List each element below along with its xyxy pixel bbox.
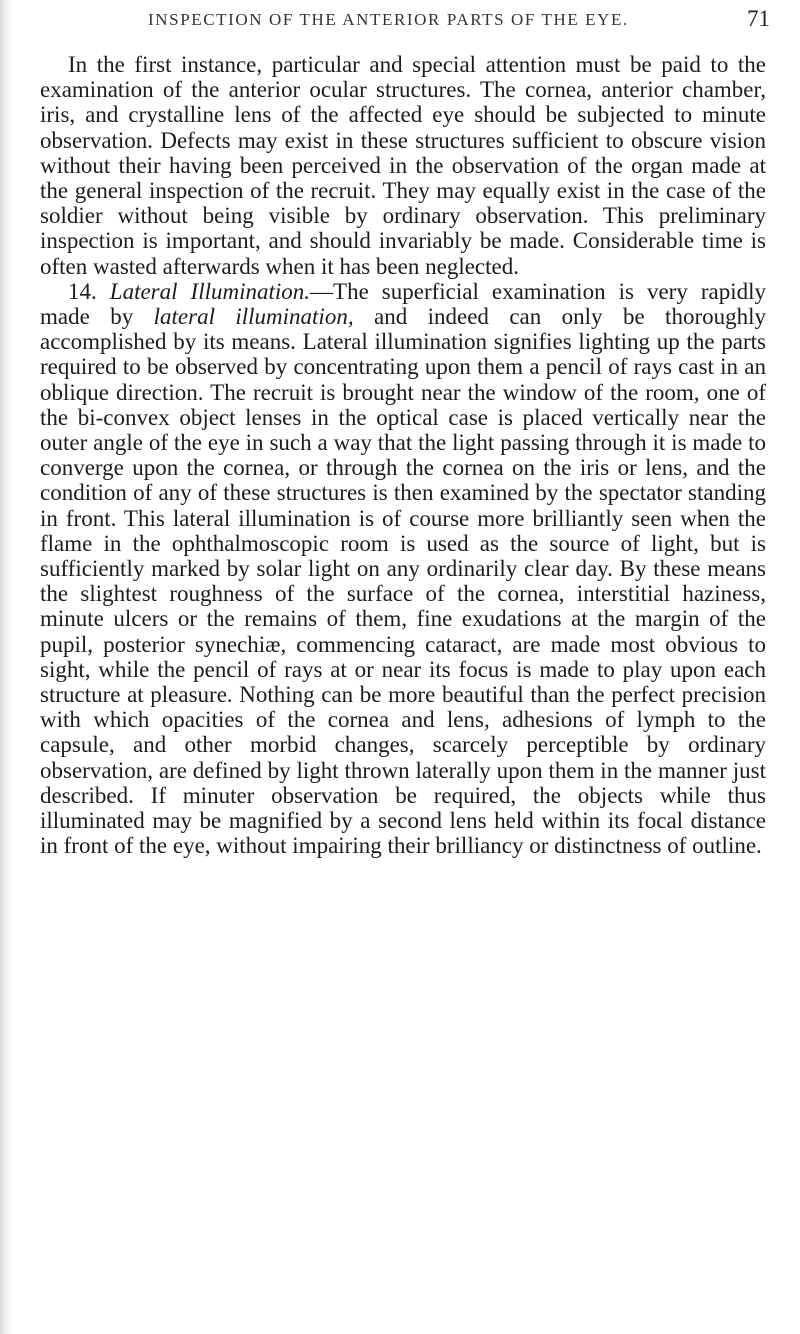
emphasis-lateral-illumination: lateral illumination, xyxy=(153,304,354,330)
section-text-body: and indeed can only be thoroughly accomplished by its means. Lateral illumination signifies lighting up the parts required to be observed by concentrating upon them a pencil of rays cast in an oblique direction. The recruit is brought near the window of the room, one of the bi-convex object lenses in the optical case is placed vertically near the outer angle of the eye in such a way that the light passing through it is made to converge upon the cornea, or through the cornea on the iris or lens, and the condition of any of these structures is then examined by the spectator standing in front. This lateral illumination is of course more brilliantly seen when the flame in the ophthalmoscopic room is used as the source of light, but is sufficiently marked by solar light on any ordinarily clear day. By these means the slightest roughness of the surface of the cornea, interstitial haziness, minute ulcers or the remains of them, fine exudations at the margin of the pupil, posterior synechiæ, commencing cataract, are made most obvious to sight, while the pencil of rays at or near its focus is made to play upon each structure at pleasure. Nothing can be more beautiful than the perfect precision with which opacities of the cornea and lens, adhesions of lymph to the capsule, and other morbid changes, scarcely perceptible by ordinary observation, are defined by light thrown laterally upon them in the manner just described. If minuter observation be required, the objects while thus illuminated may be magnified by a second lens held within its focal distance in front of the eye, without impairing their brilliancy or distinctness of outline. xyxy=(40,304,766,859)
paragraph-lateral-illumination xyxy=(40,279,766,859)
body-text xyxy=(40,52,766,859)
heading-dash: — xyxy=(310,278,334,304)
running-head xyxy=(80,4,770,34)
section-number: 14. xyxy=(68,278,97,304)
running-title: INSPECTION OF THE ANTERIOR PARTS OF THE EYE. xyxy=(148,10,629,29)
paragraph-anterior-structures: In the first instance, particular and special attention must be paid to the examination of the anterior ocular structures. The cornea, anterior chamber, iris, and crystalline lens of the affected eye should be subjected to minute observation. Defects may exist in these structures sufficient to obscure vision without their having been perceived in the observation of the organ made at the general inspection of the recruit. They may equally exist in the case of the soldier without being visible by ordinary observation. This preliminary inspection is important, and should invariably be made. Considerable time is often wasted afterwards when it has been neglected. xyxy=(40,52,766,279)
page-number: 71 xyxy=(747,6,770,31)
section-text-intro: The superficial examination is very rapidly made by xyxy=(40,278,767,330)
section-heading: Lateral Illumination. xyxy=(109,278,311,304)
